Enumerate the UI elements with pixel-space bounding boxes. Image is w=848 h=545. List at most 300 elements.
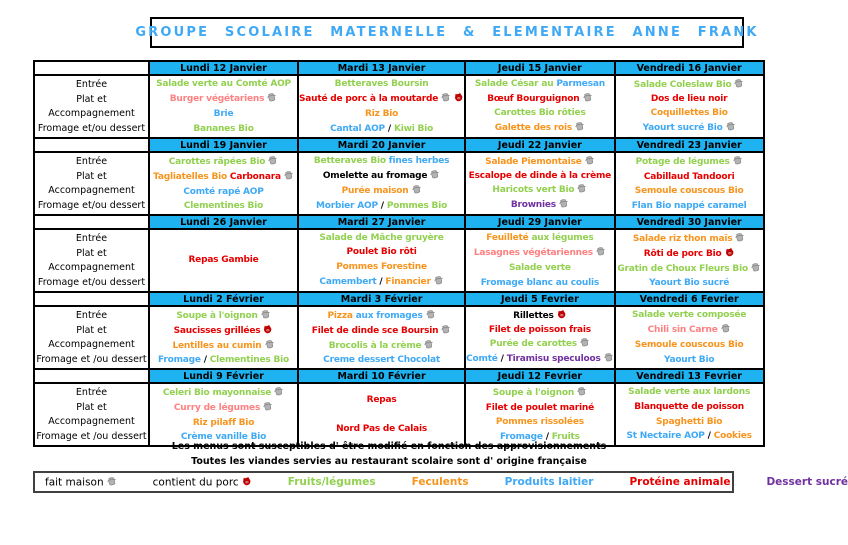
- menu-item-text: St Nectaire AOP: [626, 431, 705, 442]
- menu-item-text: Morbier AOP: [316, 200, 378, 211]
- menu-item-text: Lentilles au cumin: [172, 340, 262, 351]
- menu-item-text: Filet de poisson frais: [488, 324, 591, 335]
- menu-item-line: [466, 262, 614, 275]
- menu-item-text: Flan Bio nappé caramel: [631, 200, 747, 211]
- week-3-content-row: [34, 229, 764, 292]
- menu-item-line: [616, 309, 763, 322]
- legend-label: Dessert sucré: [766, 476, 848, 488]
- legend-item: [412, 476, 469, 488]
- menu-item-text: Parmesan: [556, 78, 605, 89]
- empty-corner-cell: [34, 215, 149, 229]
- menu-item-line: [299, 394, 464, 407]
- menu-item-line: [150, 417, 297, 430]
- day-header-cell: Lundi 19 Janvier: [149, 138, 298, 152]
- menu-item-line: [150, 123, 297, 136]
- menu-item-text: Salade verte composée: [632, 309, 747, 320]
- menu-table: [33, 60, 765, 447]
- menu-item-line: [466, 92, 614, 106]
- menu-item-line: [150, 309, 297, 323]
- menu-cell: [149, 229, 298, 292]
- menu-item-line: [299, 354, 464, 367]
- fait-maison-icon: [267, 154, 280, 170]
- menu-item-line: [299, 108, 464, 121]
- week-5-header-row: [34, 369, 764, 383]
- menu-item-text: Salade verte au Comté AOP: [156, 78, 291, 89]
- week-5-content-row: [34, 383, 764, 446]
- menu-item-text: Haricots vert Bio: [492, 185, 575, 196]
- legend-label: fait maison: [45, 476, 104, 488]
- menu-item-text: /: [497, 354, 507, 365]
- menu-item-line: [150, 170, 297, 184]
- menu-item-text: fines herbes: [388, 155, 450, 166]
- menu-item-line: [616, 277, 763, 290]
- menu-cell: [465, 75, 615, 138]
- menu-cell: [149, 306, 298, 369]
- pork-icon: [453, 91, 466, 107]
- row-label: Plat et: [76, 324, 107, 336]
- fait-maison-icon: [283, 169, 296, 185]
- menu-item-text: aux fromages: [355, 310, 423, 321]
- menu-item-line: [616, 171, 763, 184]
- legend-label: Produits laitier: [504, 476, 594, 488]
- fait-maison-icon: [579, 336, 592, 352]
- menu-item-text: Coquillettes Bio: [650, 108, 728, 119]
- week-4-content-row: [34, 306, 764, 369]
- menu-item-text: Celeri Bio mayonnaise: [162, 387, 272, 398]
- menu-item-text: Pommes Bio: [386, 200, 448, 211]
- day-header-cell: Vendredi 13 Fevrier: [615, 369, 764, 383]
- menu-item-line: [616, 401, 763, 414]
- menu-item-text: Salade César au: [474, 78, 557, 89]
- menu-item-line: [299, 275, 464, 289]
- row-labels-cell: [34, 383, 149, 446]
- menu-item-line: [616, 354, 763, 367]
- menu-item-line: [616, 200, 763, 213]
- menu-item-line: [616, 386, 763, 399]
- menu-item-line: [150, 92, 297, 106]
- day-header-cell: Jeudi 15 Janvier: [465, 61, 615, 75]
- menu-item-line: [616, 232, 763, 246]
- menu-item-line: [466, 198, 614, 212]
- menu-cell: [465, 383, 615, 446]
- menu-item-line: [466, 232, 614, 245]
- menu-item-text: Pommes rissolées: [495, 417, 584, 428]
- menu-item-text: Riz Bio: [365, 109, 399, 120]
- day-header-cell: Vendredi 23 Janvier: [615, 138, 764, 152]
- row-label: Entrée: [75, 78, 108, 90]
- menu-item-text: Feuilleté: [486, 232, 532, 243]
- menu-item-text: Yaourt sucré Bio: [642, 123, 723, 134]
- menu-item-line: [616, 107, 763, 120]
- day-header-cell: Mardi 27 Janvier: [298, 215, 465, 229]
- menu-item-line: [466, 337, 614, 351]
- menu-item-text: Fruits: [551, 431, 580, 442]
- menu-item-line: [299, 169, 464, 183]
- menu-item-text: Omelette au fromage: [322, 170, 428, 181]
- menu-item-line: [616, 185, 763, 198]
- day-header-cell: Lundi 2 Février: [149, 292, 298, 306]
- menu-cell: [298, 229, 465, 292]
- row-labels-cell: [34, 75, 149, 138]
- menu-cell: [615, 306, 764, 369]
- menu-item-text: Financier: [385, 277, 431, 288]
- menu-item-text: Salade Coleslaw Bio: [633, 79, 732, 90]
- fait-maison-icon: [733, 77, 746, 93]
- row-label: Accompagnement: [48, 185, 135, 197]
- menu-cell: [298, 383, 465, 446]
- week-2-content-row: [34, 152, 764, 215]
- fait-maison-icon: [423, 338, 436, 354]
- day-header-cell: Lundi 12 Janvier: [149, 61, 298, 75]
- fait-maison-icon: [576, 182, 589, 198]
- menu-item-text: Salade Piemontaise: [485, 156, 582, 167]
- day-header-cell: Mardi 20 Janvier: [298, 138, 465, 152]
- menu-item-text: Fromage: [158, 354, 201, 365]
- menu-item-line: [299, 200, 464, 213]
- menu-item-line: [616, 247, 763, 261]
- menu-item-line: [150, 401, 297, 415]
- menu-item-line: [150, 254, 297, 267]
- row-label: Fromage et/ou dessert: [37, 277, 146, 289]
- fait-maison-icon: [263, 338, 276, 354]
- menu-item-text: Tagliatelles Bio: [153, 172, 230, 183]
- menu-item-text: Nord Pas de Calais: [336, 424, 428, 434]
- menu-item-text: Fromage blanc au coulis: [480, 277, 600, 288]
- menu-item-line: [466, 246, 614, 260]
- legend-item: [766, 476, 848, 488]
- menu-cell: [149, 152, 298, 215]
- row-label: Entrée: [75, 309, 108, 321]
- menu-item-text: Salade de Mâche gruyère: [319, 232, 444, 243]
- menu-item-text: Carottes râpées Bio: [168, 156, 266, 167]
- week-3-header-row: [34, 215, 764, 229]
- menu-item-text: Brie: [213, 109, 234, 120]
- day-header-cell: Mardi 13 Janvier: [298, 61, 465, 75]
- fait-maison-icon: [440, 323, 453, 339]
- fait-maison-icon: [410, 183, 423, 199]
- fait-maison-icon: [574, 120, 587, 136]
- menu-item-text: Soupe à l'oignon: [492, 387, 575, 398]
- menu-item-line: [466, 352, 614, 366]
- day-header-cell: Jeudi 5 Fevrier: [465, 292, 615, 306]
- menu-item-line: [299, 232, 464, 245]
- menu-item-text: Clementines Bio: [209, 354, 289, 365]
- fait-maison-icon: [731, 154, 744, 170]
- legend-item: [45, 476, 117, 489]
- fait-maison-icon: [266, 91, 279, 107]
- row-label: Accompagnement: [48, 416, 135, 428]
- row-label: Entrée: [75, 386, 108, 398]
- day-header-cell: Vendredi 16 Janvier: [615, 61, 764, 75]
- menu-item-text: Repas Gambie: [188, 255, 259, 266]
- menu-item-text: Betteraves Boursin: [334, 78, 429, 89]
- menu-item-text: /: [384, 123, 394, 134]
- day-header-cell: Jeudi 29 Janvier: [465, 215, 615, 229]
- row-labels-cell: [34, 229, 149, 292]
- menu-cell: [298, 75, 465, 138]
- week-1-header-row: [34, 61, 764, 75]
- menu-item-text: Cabillaud Tandoori: [643, 171, 735, 182]
- menu-item-text: Pizza: [327, 310, 356, 321]
- menu-item-text: Semoule couscous Bio: [634, 340, 744, 351]
- menu-item-line: [616, 339, 763, 352]
- row-label: Fromage et /ou dessert: [36, 354, 147, 366]
- menu-item-text: Dos de lieu noir: [650, 94, 728, 105]
- row-label: Entrée: [75, 155, 108, 167]
- row-label: Fromage et/ou dessert: [37, 200, 146, 212]
- menu-item-line: [466, 170, 614, 183]
- menu-item-text: Spaghetti Bio: [655, 416, 723, 427]
- menu-cell: [149, 383, 298, 446]
- menu-item-text: Bananes Bio: [193, 123, 254, 134]
- day-header-cell: Jeudi 22 Janvier: [465, 138, 615, 152]
- menu-item-text: /: [542, 431, 552, 442]
- menu-item-text: Escalope de dinde à la crème: [468, 170, 612, 181]
- menu-cell: [615, 152, 764, 215]
- note-line-1: Les menus sont susceptibles d' être modifié en fonction des approvisionnements: [171, 441, 607, 452]
- menu-cell: [615, 383, 764, 446]
- menu-item-text: Blanquette de poisson: [634, 401, 744, 412]
- menu-item-text: Cookies: [713, 431, 752, 442]
- menu-item-line: [150, 324, 297, 338]
- day-header-cell: Jeudi 12 Fevrier: [465, 369, 615, 383]
- menu-item-line: [466, 309, 614, 323]
- pork-icon: [555, 308, 568, 324]
- note-line-2: Toutes les viandes servies au restaurant scolaire sont d' origine française: [191, 456, 587, 467]
- menu-item-text: Rôti de porc Bio: [643, 248, 722, 259]
- legend-box: [33, 471, 848, 493]
- menu-cell: [465, 306, 615, 369]
- menu-cell: [465, 152, 615, 215]
- menu-item-text: Sauté de porc à la moutarde: [299, 94, 439, 105]
- fait-maison-icon: [719, 322, 732, 338]
- legend-label: contient du porc: [152, 476, 239, 488]
- day-header-cell: Mardi 10 Février: [298, 369, 465, 383]
- menu-item-line: [616, 155, 763, 169]
- menu-item-line: [150, 386, 297, 400]
- menu-item-text: Tiramisu speculoos: [506, 354, 601, 365]
- menu-item-line: [299, 339, 464, 353]
- menu-item-text: Betteraves Bio: [313, 155, 389, 166]
- fait-maison-icon: [581, 91, 594, 107]
- menu-item-text: aux légumes: [531, 232, 594, 243]
- day-header-cell: Vendredi 6 Fevrier: [615, 292, 764, 306]
- menu-item-text: Brocolis à la crème: [328, 340, 422, 351]
- week-4-header-row: [34, 292, 764, 306]
- menu-item-text: /: [377, 200, 387, 211]
- empty-corner-cell: [34, 61, 149, 75]
- fait-maison-icon: [724, 120, 737, 136]
- menu-item-line: [466, 416, 614, 429]
- menu-item-text: Lasagnes végétariennes: [473, 248, 593, 259]
- fait-maison-icon: [432, 274, 445, 290]
- row-label: Fromage et /ou dessert: [36, 431, 147, 443]
- row-label: Accompagnement: [48, 262, 135, 274]
- fait-maison-icon: [440, 91, 453, 107]
- row-label: Accompagnement: [48, 339, 135, 351]
- menu-item-text: Salade riz thon maïs: [632, 233, 733, 244]
- menu-item-text: Gratin de Choux Fleurs Bio: [617, 263, 748, 274]
- menu-item-line: [616, 78, 763, 92]
- menu-item-line: [150, 186, 297, 199]
- menu-item-text: Yaourt Bio sucré: [649, 277, 730, 288]
- menu-item-line: [299, 123, 464, 136]
- menu-item-line: [150, 339, 297, 353]
- empty-corner-cell: [34, 292, 149, 306]
- row-label: Entrée: [75, 232, 108, 244]
- fait-maison-icon: [595, 245, 608, 261]
- menu-item-text: Potage de légumes: [635, 156, 730, 167]
- fait-maison-icon: [602, 352, 615, 368]
- menu-item-text: Saucisses grillées: [173, 325, 261, 336]
- empty-corner-cell: [34, 138, 149, 152]
- menu-item-text: Fromage: [500, 431, 543, 442]
- menu-item-text: Yaourt Bio: [663, 354, 715, 365]
- fait-maison-icon: [583, 154, 596, 170]
- row-label: Plat et: [76, 170, 107, 182]
- menu-item-text: Filet de poulet mariné: [485, 402, 595, 413]
- menu-cell: [149, 75, 298, 138]
- menu-item-text: Poulet Bio rôti: [346, 247, 417, 258]
- day-header-cell: Mardi 3 Février: [298, 292, 465, 306]
- menu-item-line: [466, 183, 614, 197]
- pork-icon: [262, 323, 275, 339]
- menu-item-text: Comté rapé AOP: [183, 186, 264, 197]
- menu-item-text: Carottes Bio rôties: [494, 108, 586, 119]
- menu-item-line: [466, 402, 614, 415]
- menu-item-text: Creme dessert Chocolat: [323, 354, 440, 365]
- fait-maison-icon: [558, 198, 571, 214]
- menu-item-text: Purée maison: [341, 186, 409, 197]
- menu-item-text: Kiwi Bio: [393, 123, 434, 134]
- pork-icon: [723, 246, 736, 262]
- menu-item-text: Filet de dinde sce Boursin: [311, 325, 439, 336]
- day-header-cell: Lundi 9 Février: [149, 369, 298, 383]
- day-header-cell: Lundi 26 Janvier: [149, 215, 298, 229]
- menu-item-text: Purée de carottes: [489, 339, 577, 350]
- menu-item-line: [299, 423, 464, 436]
- day-header-cell: Vendredi 30 Janvier: [615, 215, 764, 229]
- menu-item-line: [150, 78, 297, 91]
- menu-item-line: [299, 92, 464, 106]
- legend-label: Fruits/légumes: [287, 476, 376, 488]
- menu-item-text: Bœuf Bourguignon: [487, 93, 580, 104]
- row-labels-cell: [34, 152, 149, 215]
- menu-item-text: Rillettes: [513, 310, 554, 321]
- menu-item-line: [299, 261, 464, 274]
- menu-cell: [615, 229, 764, 292]
- menu-item-text: Salade verte: [508, 263, 571, 274]
- menu-cell: [298, 152, 465, 215]
- menu-cell: [465, 229, 615, 292]
- menu-item-line: [466, 78, 614, 91]
- row-label: Accompagnement: [48, 108, 135, 120]
- legend-item: [629, 476, 730, 488]
- menu-item-text: Salade verte aux lardons: [628, 387, 751, 398]
- menu-item-line: [299, 155, 464, 168]
- menu-item-line: [616, 262, 763, 276]
- menu-item-line: [466, 277, 614, 290]
- week-1-content-row: [34, 75, 764, 138]
- menu-item-line: [299, 246, 464, 259]
- menu-item-text: /: [376, 277, 386, 288]
- menu-item-line: [150, 108, 297, 121]
- menu-item-text: Comté: [466, 354, 498, 365]
- fait-maison-icon: [576, 385, 589, 401]
- menu-item-text: Cantal AOP: [330, 123, 385, 134]
- menu-item-text: Clementines Bio: [183, 200, 264, 211]
- menu-item-line: [299, 324, 464, 338]
- menu-item-line: [299, 309, 464, 323]
- menu-cell: [298, 306, 465, 369]
- menu-item-text: /: [704, 431, 714, 442]
- menu-item-line: [466, 155, 614, 169]
- legend-item: [153, 476, 252, 489]
- menu-item-line: [466, 324, 614, 337]
- menu-item-line: [616, 323, 763, 337]
- row-labels-cell: [34, 306, 149, 369]
- fait-maison-icon: [750, 261, 763, 277]
- menu-item-line: [150, 354, 297, 367]
- legend-label: Protéine animale: [629, 476, 731, 488]
- menu-item-line: [150, 200, 297, 213]
- fait-maison-icon: [262, 400, 275, 416]
- menu-item-text: Galette des rois: [494, 123, 573, 134]
- document-title-box: [135, 17, 759, 48]
- menu-item-line: [299, 184, 464, 198]
- menu-item-line: [616, 121, 763, 135]
- menu-item-text: Pommes Forestine: [336, 261, 427, 272]
- legend-item: [505, 476, 594, 488]
- menu-item-text: /: [200, 354, 210, 365]
- fait-maison-icon: [734, 231, 747, 247]
- legend-label: Feculents: [411, 476, 469, 488]
- fait-maison-icon: [105, 475, 117, 490]
- menu-item-text: Carbonara: [229, 172, 281, 183]
- fait-maison-icon: [273, 385, 286, 401]
- menu-item-line: [616, 93, 763, 106]
- menu-item-text: Semoule couscous Bio: [634, 186, 744, 197]
- legend-item: [288, 476, 376, 488]
- row-label: Plat et: [76, 401, 107, 413]
- pork-icon: [240, 475, 252, 490]
- menu-item-line: [466, 386, 614, 400]
- row-label: Fromage et/ou dessert: [37, 123, 146, 135]
- row-label: Plat et: [76, 247, 107, 259]
- menu-item-text: Brownies: [510, 200, 556, 211]
- menu-item-text: Riz pilaff Bio: [192, 417, 255, 428]
- menu-item-text: Camembert: [319, 277, 377, 288]
- page-title: GROUPE SCOLAIRE MATERNELLE & ELEMENTAIRE ANNE FRANK: [135, 25, 759, 40]
- menu-item-text: Burger végétariens: [169, 94, 265, 105]
- week-2-header-row: [34, 138, 764, 152]
- fait-maison-icon: [424, 308, 437, 324]
- fait-maison-icon: [429, 168, 442, 184]
- menu-item-line: [616, 416, 763, 429]
- row-label: Plat et: [76, 93, 107, 105]
- menu-item-text: Crème vanille Bio: [180, 431, 267, 442]
- menu-item-text: Curry de légumes: [173, 403, 261, 414]
- menu-item-line: [299, 78, 464, 91]
- menu-item-text: Soupe à l'oignon: [176, 310, 258, 321]
- menu-item-line: [150, 155, 297, 169]
- fait-maison-icon: [259, 308, 272, 324]
- menu-item-text: Chili sin Carne: [647, 325, 718, 336]
- menu-item-line: [466, 121, 614, 135]
- menu-item-text: Repas: [366, 394, 397, 405]
- menu-cell: [615, 75, 764, 138]
- empty-corner-cell: [34, 369, 149, 383]
